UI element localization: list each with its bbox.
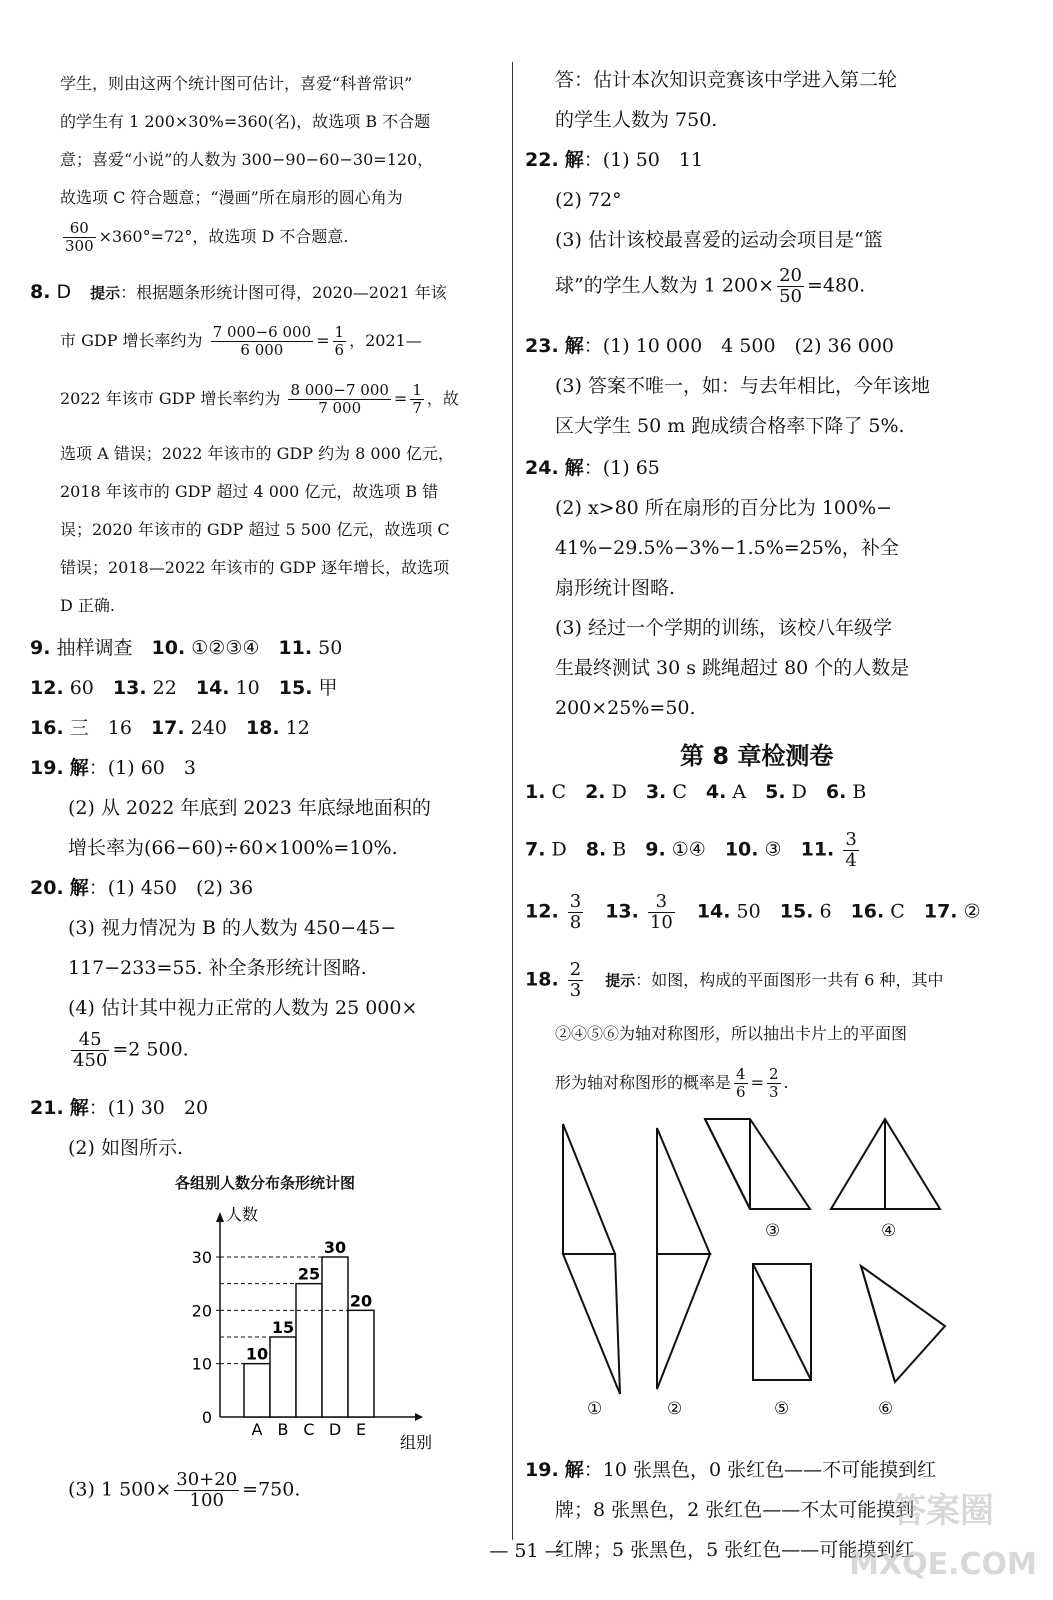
svg-text:MXQE.COM: MXQE.COM <box>849 1547 1037 1582</box>
text-line: ②④⑤⑥为轴对称图形，所以抽出卡片上的平面图 <box>555 1024 908 1043</box>
text-line: 红牌；5 张黑色，5 张红色——可能摸到红 <box>555 1539 915 1561</box>
question-20: 20. 解：(1) 450 (2) 36 <box>30 877 254 899</box>
x-axis-arrow <box>415 1413 423 1421</box>
answers-12-17: 12. $\frac{3}{8}$ 13. $\frac{3}{10}$ 14. 50 15. 6 16. C 17. ② <box>525 891 981 933</box>
text-line: 生最终测试 30 s 跳绳超过 80 个的人数是 <box>555 657 910 679</box>
fraction: $\frac{45}{450}$ <box>73 1029 108 1071</box>
category-label: E <box>355 1420 367 1439</box>
answers-12-15: 12. 60 13. 22 14. 10 15. 甲 <box>30 677 338 699</box>
question-19: 19. 解：(1) 60 3 <box>30 757 196 779</box>
text-line: 的学生有 1 200×30%=360(名)，故选项 B 不合题 <box>60 112 431 131</box>
fraction-line: 球”的学生人数为 1 200× $\frac{20}{50}$ =480. <box>555 265 866 307</box>
data-label: 20 <box>349 1291 373 1311</box>
answers-1-6: 1. C 2. D 3. C 4. A 5. D 6. B <box>525 781 867 803</box>
fraction-line: $\frac{60}{300}$ ×360°=72°，故选项 D 不合题意. <box>65 219 349 255</box>
answers-7-11: 7. D 8. B 9. ①④ 10. ③ 11. $\frac{3}{4}$ <box>525 829 857 871</box>
text-line: 的学生人数为 750. <box>555 109 718 131</box>
question-21: 21. 解：(1) 30 20 <box>30 1097 209 1119</box>
text-line: 200×25%=50. <box>555 697 696 719</box>
fraction: $\frac{3}{10}$ <box>649 891 673 933</box>
y-tick-label: 0 <box>201 1408 212 1427</box>
shape-label-3: ③ <box>765 1221 781 1241</box>
bar-E <box>348 1310 374 1417</box>
y-tick-label: 20 <box>191 1301 212 1321</box>
question-22: 22. 解：(1) 50 11 <box>525 149 704 171</box>
bar-C <box>296 1284 322 1417</box>
shape-label-5: ⑤ <box>774 1399 790 1419</box>
y-tick-label: 10 <box>191 1354 212 1374</box>
data-label: 30 <box>323 1238 347 1257</box>
watermark-logo <box>843 1462 1043 1592</box>
column-divider <box>512 62 513 1540</box>
text-line: (3) 视力情况为 B 的人数为 450−45− <box>68 917 397 939</box>
shape-2-figure <box>657 1128 710 1389</box>
category-label: A <box>251 1420 263 1439</box>
text-line: (2) 72° <box>555 189 622 211</box>
fraction: $\frac{2}{3}$ <box>569 959 582 1001</box>
text-line: (3) 估计该校最喜爱的运动会项目是“篮 <box>555 229 883 251</box>
data-label: 10 <box>245 1344 269 1364</box>
question-24: 24. 解：(1) 65 <box>525 457 660 479</box>
bar-D <box>322 1257 348 1417</box>
text-line: 2018 年该市的 GDP 超过 4 000 亿元，故选项 B 错 <box>60 482 439 501</box>
shape-label-4: ④ <box>881 1221 897 1241</box>
text-line: 市 GDP 增长率约为 $\frac{7 000-6 000}{6 000}$ = $\frac{1}{6}$ ，2021— <box>60 323 422 359</box>
bar-chart <box>150 1202 450 1457</box>
text-line: 故选项 C 符合题意；“漫画”所在扇形的圆心角为 <box>60 188 403 207</box>
text-line: D 正确. <box>60 596 116 615</box>
fraction: $\frac{3}{4}$ <box>845 829 857 871</box>
question-18: 18. $\frac{2}{3}$ 提示：如图，构成的平面图形一共有 6 种，其中 <box>525 959 944 1001</box>
text-line: 误；2020 年该市的 GDP 超过 5 500 亿元，故选项 C <box>60 520 450 539</box>
text-line: (2) 从 2022 年底到 2023 年底绿地面积的 <box>68 797 431 819</box>
category-label: D <box>328 1420 342 1439</box>
text-line: 学生，则由这两个统计图可估计，喜爱“科普常识” <box>60 74 413 93</box>
shape-4-figure <box>831 1119 940 1209</box>
text-line: 意；喜爱“小说”的人数为 300−90−60−30=120， <box>60 150 434 169</box>
question-8: 8. D 提示：根据题条形统计图可得，2020—2021 年该 <box>30 281 447 303</box>
text-line: (4) 估计其中视力正常的人数为 25 000× <box>68 997 418 1019</box>
fraction: $\frac{8 000-7 000}{7 000}$ <box>290 381 389 417</box>
text-line: 选项 A 错误；2022 年该市的 GDP 约为 8 000 亿元， <box>60 444 455 463</box>
question-23: 23. 解：(1) 10 000 4 500 (2) 36 000 <box>525 335 894 357</box>
section-title: 第 8 章检测卷 <box>680 742 834 770</box>
data-label: 25 <box>297 1264 321 1284</box>
text-line: 区大学生 50 m 跑成绩合格率下降了 5%. <box>555 415 905 437</box>
shape-label-1: ① <box>587 1399 603 1419</box>
fraction-line: $\frac{45}{450}$ =2 500. <box>73 1029 189 1071</box>
svg-text:答案圈: 答案圈 <box>892 1491 994 1531</box>
text-line: 扇形统计图略. <box>555 577 676 599</box>
fraction-line: 形为轴对称图形的概率是 $\frac{4}{6}$ = $\frac{2}{3}$ . <box>555 1065 789 1101</box>
y-axis-label: 人数 <box>226 1205 259 1224</box>
fraction-line: (3) 1 500× $\frac{30+20}{100}$ =750. <box>68 1469 301 1511</box>
text-line: 答：估计本次知识竞赛该中学进入第二轮 <box>555 69 898 91</box>
fraction: $\frac{1}{7}$ <box>412 381 422 417</box>
text-line: 增长率为(66−60)÷60×100%=10%. <box>68 837 398 859</box>
shape-3-figure <box>705 1119 810 1209</box>
fraction: $\frac{1}{6}$ <box>334 323 345 359</box>
shape-6-figure <box>861 1266 945 1382</box>
text-line: (3) 答案不唯一，如：与去年相比，今年该地 <box>555 375 930 397</box>
fraction: $\frac{2}{3}$ <box>768 1065 779 1101</box>
fraction: $\frac{30+20}{100}$ <box>176 1469 238 1511</box>
shapes-figure <box>545 1114 1015 1424</box>
text-line: (3) 经过一个学期的训练，该校八年级学 <box>555 617 892 639</box>
fraction: $\frac{4}{6}$ <box>736 1065 746 1101</box>
text-line: 错误；2018—2022 年该市的 GDP 逐年增长，故选项 <box>60 558 450 577</box>
y-axis-arrow <box>216 1212 224 1222</box>
shape-1-figure <box>563 1124 620 1394</box>
fraction: $\frac{7 000-6 000}{6 000}$ <box>212 323 312 359</box>
fraction: $\frac{3}{8}$ <box>569 891 582 933</box>
y-tick-label: 30 <box>191 1248 212 1267</box>
data-label: 15 <box>271 1318 295 1337</box>
bar-A <box>244 1364 270 1417</box>
text-line: 117−233=55. 补全条形统计图略. <box>68 957 367 979</box>
shape-label-2: ② <box>667 1399 683 1419</box>
bar-B <box>270 1337 296 1417</box>
category-label: C <box>303 1420 315 1439</box>
x-axis-label: 组别 <box>400 1433 433 1452</box>
answers-16-18: 16. 三 16 17. 240 18. 12 <box>30 717 310 739</box>
shape-label-6: ⑥ <box>878 1399 894 1419</box>
fraction: $\frac{20}{50}$ <box>779 265 802 307</box>
text-line: 牌；8 张黑色，2 张红色——不太可能摸到 <box>555 1499 915 1521</box>
shape-5-figure <box>753 1264 811 1380</box>
question-19-right: 19. 解：10 张黑色，0 张红色——不可能摸到红 <box>525 1459 937 1481</box>
text-line: 41%−29.5%−3%−1.5%=25%，补全 <box>555 537 899 559</box>
answers-9-11: 9. 抽样调查 10. ①②③④ 11. 50 <box>30 637 343 659</box>
fraction: $\frac{60}{300}$ <box>65 219 94 255</box>
text-line: (2) x>80 所在扇形的百分比为 100%− <box>555 497 893 519</box>
text-line: 2022 年该市 GDP 增长率约为 $\frac{8 000-7 000}{7 000}$ = $\frac{1}{7}$ ，故 <box>60 381 459 417</box>
page-number: — 51 — <box>489 1540 564 1562</box>
text-line: (2) 如图所示. <box>68 1137 183 1159</box>
chart-title: 各组别人数分布条形统计图 <box>175 1174 356 1192</box>
category-label: B <box>277 1420 289 1439</box>
